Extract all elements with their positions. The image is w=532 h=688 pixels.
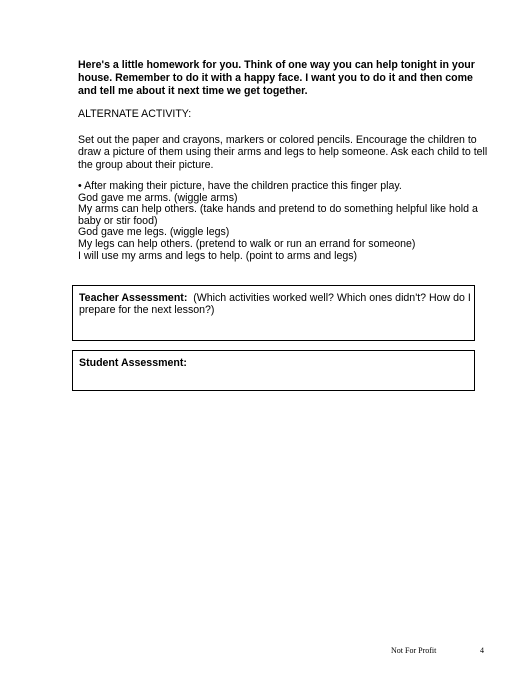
student-assessment-box[interactable] [72,350,475,391]
homework-line: and tell me about it next time we get together. [78,85,308,98]
teacher-assessment-prompt-continued: prepare for the next lesson?) [79,304,215,317]
finger-play-section [78,181,498,262]
teacher-assessment-text [79,292,471,317]
finger-play-line: God gave me arms. (wiggle arms) [78,191,238,204]
finger-play-line: baby or stir food) [78,214,158,227]
teacher-assessment-box[interactable] [72,285,475,341]
teacher-assessment-prompt: (Which activities worked well? Which ones didn't? How do I [193,292,471,304]
student-assessment-text [79,357,471,369]
teacher-assessment-label: Teacher Assessment: [79,292,188,304]
instructions-line: draw a picture of them using their arms and legs to help someone. Ask each child to tell [78,146,488,159]
finger-play-line: My arms can help others. (take hands and pretend to do something helpful like hold a [78,203,478,216]
homework-line: Here's a little homework for you. Think of one way you can help tonight in your [78,59,475,71]
page-number: 4 [480,646,484,655]
teacher-assessment-line [79,292,471,304]
student-assessment-label: Student Assessment: [79,357,187,369]
instructions-line: Set out the paper and crayons, markers or colored pencils. Encourage the children to [78,134,477,146]
finger-play-line: I will use my arms and legs to help. (point to arms and legs) [78,249,358,262]
finger-play-intro: • After making their picture, have the children practice this finger play. [78,180,402,192]
homework-paragraph [78,59,488,99]
homework-line: house. Remember to do it with a happy face. I want you to do it and then come [78,72,473,85]
finger-play-line: My legs can help others. (pretend to walk or run an errand for someone) [78,237,416,250]
alternate-activity-instructions [78,134,488,171]
footer-note: Not For Profit [391,646,437,655]
alternate-activity-heading: ALTERNATE ACTIVITY: [78,108,192,120]
instructions-line: the group about their picture. [78,158,214,171]
finger-play-line: God gave me legs. (wiggle legs) [78,226,230,239]
